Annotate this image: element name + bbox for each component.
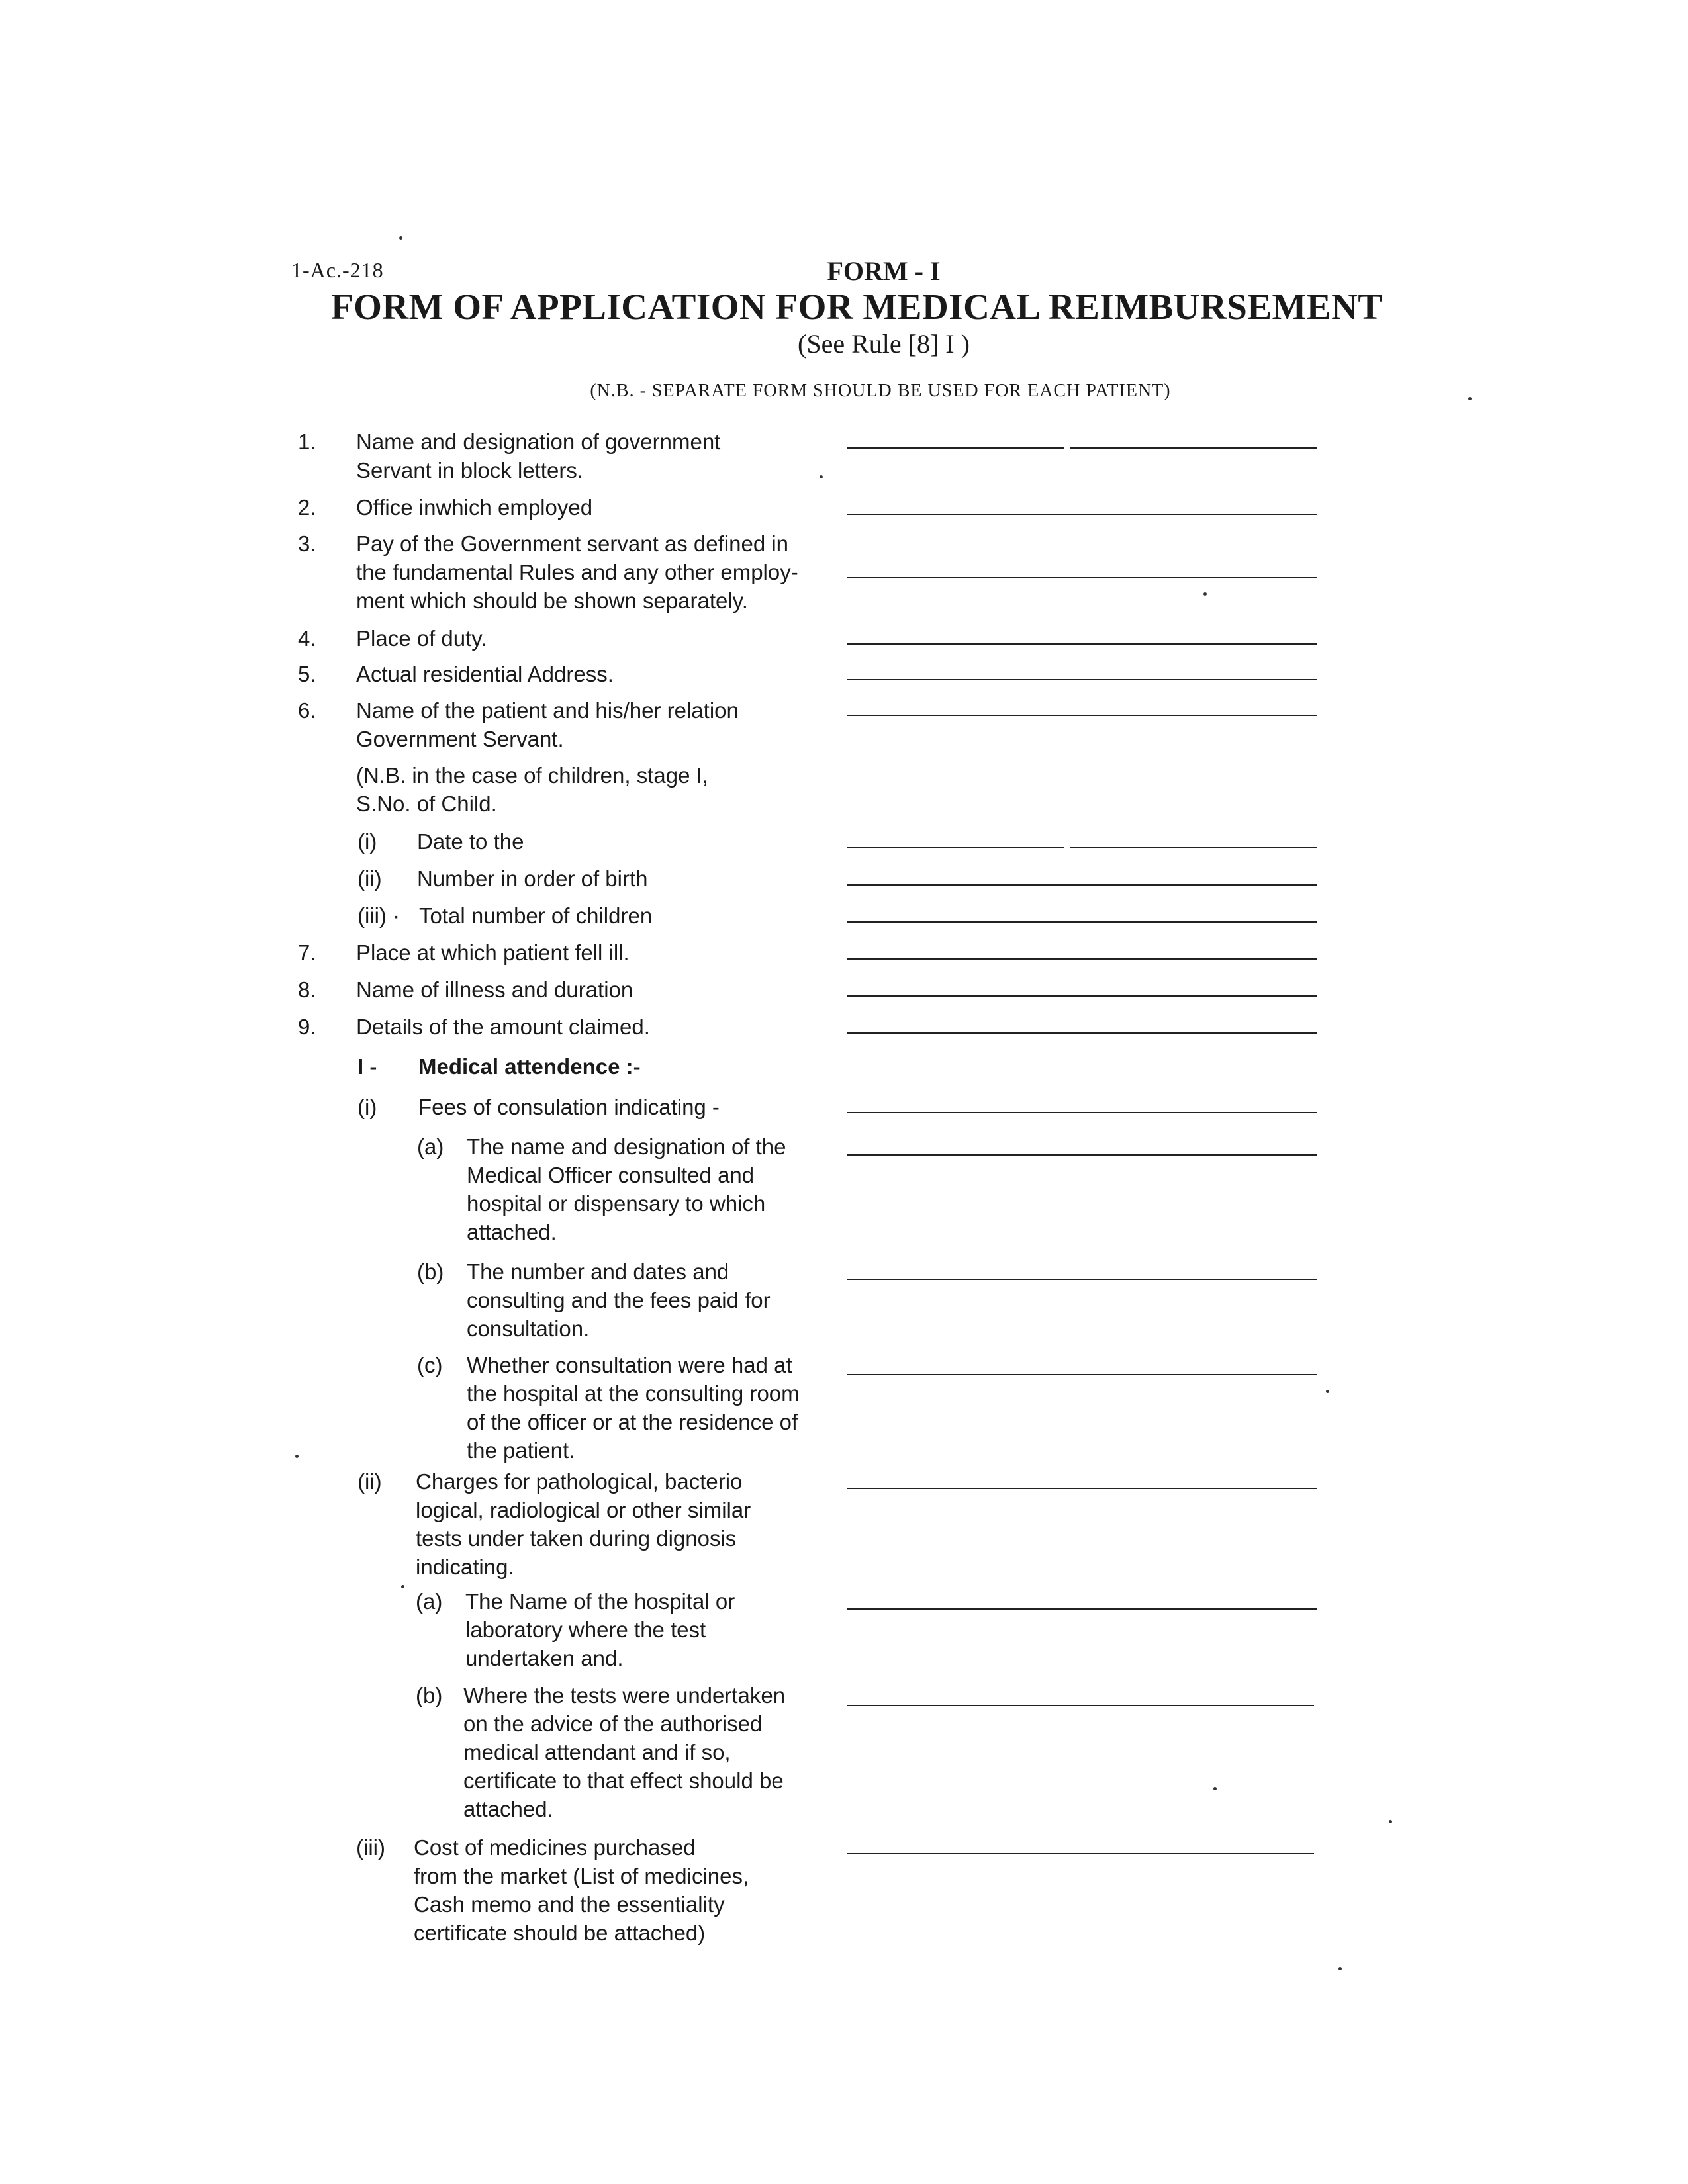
section-1-i-c-line-1: Whether consultation were had at bbox=[467, 1353, 792, 1377]
section-1-ii-b-line-4: certificate to that effect should be bbox=[463, 1768, 784, 1793]
section-1-iii-line-1: Cost of medicines purchased bbox=[414, 1835, 696, 1860]
section-1-i-a-line-3: hospital or dispensary to which bbox=[467, 1191, 766, 1216]
item-6-label bbox=[356, 696, 739, 753]
section-1-iii-answer-line[interactable] bbox=[847, 1853, 1314, 1854]
item-8-answer-line[interactable] bbox=[847, 995, 1317, 997]
section-1-i-answer-line[interactable] bbox=[847, 1112, 1317, 1113]
section-1-i-a-line-2: Medical Officer consulted and bbox=[467, 1163, 755, 1187]
section-1-i-c-line-4: the patient. bbox=[467, 1438, 575, 1463]
item-8-label: Name of illness and duration bbox=[356, 978, 633, 1002]
item-6-iii-label: Total number of children bbox=[419, 903, 653, 928]
scan-speck bbox=[1203, 592, 1207, 596]
scan-speck bbox=[1468, 397, 1472, 400]
item-4-label: Place of duty. bbox=[356, 626, 487, 651]
item-9-answer-line[interactable] bbox=[847, 1032, 1317, 1034]
item-2-number: 2. bbox=[298, 495, 316, 520]
item-8-number: 8. bbox=[298, 978, 316, 1002]
item-6-i-answer-line[interactable] bbox=[847, 847, 1317, 848]
section-1-ii-line-4: indicating. bbox=[416, 1555, 514, 1579]
section-1-i-c-answer-line[interactable] bbox=[847, 1374, 1317, 1375]
item-6-i-number: (i) bbox=[357, 829, 377, 854]
item-6-ii-number: (ii) bbox=[357, 866, 382, 891]
section-1-ii-b-line-3: medical attendant and if so, bbox=[463, 1740, 731, 1764]
scan-speck bbox=[1389, 1820, 1392, 1823]
form-note: (N.B. - SEPARATE FORM SHOULD BE USED FOR EACH PATIENT) bbox=[590, 381, 1171, 401]
form-number: FORM - I bbox=[827, 256, 941, 286]
item-6-answer-line[interactable] bbox=[847, 715, 1317, 716]
section-1-i-b-line-3: consultation. bbox=[467, 1316, 590, 1341]
section-1-ii-b-line-1: Where the tests were undertaken bbox=[463, 1683, 786, 1707]
item-4-answer-line[interactable] bbox=[847, 643, 1317, 645]
item-5-label: Actual residential Address. bbox=[356, 662, 614, 686]
section-1-iii-line-4: certificate should be attached) bbox=[414, 1921, 706, 1945]
section-1-i-c-label bbox=[467, 1351, 800, 1465]
item-3-line-2: the fundamental Rules and any other employ- bbox=[356, 560, 798, 584]
item-6-note-line-1: (N.B. in the case of children, stage I, bbox=[356, 763, 708, 788]
item-1-label bbox=[356, 428, 720, 484]
item-3-number: 3. bbox=[298, 531, 316, 556]
section-1-i-c-number: (c) bbox=[417, 1353, 443, 1377]
item-1-line-1: Name and designation of government bbox=[356, 430, 721, 454]
item-2-answer-line[interactable] bbox=[847, 514, 1317, 515]
section-1-ii-answer-line[interactable] bbox=[847, 1488, 1317, 1489]
section-1-i-a-label bbox=[467, 1132, 786, 1246]
section-1-i-c-line-2: the hospital at the consulting room bbox=[467, 1381, 800, 1406]
item-7-answer-line[interactable] bbox=[847, 958, 1317, 960]
section-1-i-a-line-1: The name and designation of the bbox=[467, 1134, 786, 1159]
item-6-note bbox=[356, 761, 708, 818]
section-1-i-a-line-4: attached. bbox=[467, 1220, 557, 1244]
item-9-label: Details of the amount claimed. bbox=[356, 1015, 650, 1039]
scan-speck bbox=[399, 236, 402, 240]
section-1-ii-a-number: (a) bbox=[416, 1589, 443, 1614]
section-1-ii-line-1: Charges for pathological, bacterio bbox=[416, 1469, 743, 1494]
section-1-i-a-answer-line[interactable] bbox=[847, 1154, 1317, 1156]
item-1-answer-line[interactable] bbox=[847, 447, 1317, 449]
item-6-iii-answer-line[interactable] bbox=[847, 921, 1317, 923]
section-1-iii-line-3: Cash memo and the essentiality bbox=[414, 1892, 725, 1917]
section-1-i-b-label bbox=[467, 1257, 771, 1343]
section-1-ii-a-line-2: laboratory where the test bbox=[465, 1617, 706, 1642]
section-1-ii-b-line-2: on the advice of the authorised bbox=[463, 1711, 763, 1736]
section-1-ii-label bbox=[416, 1467, 751, 1581]
section-1-ii-number: (ii) bbox=[357, 1469, 382, 1494]
item-6-note-line-2: S.No. of Child. bbox=[356, 792, 497, 816]
item-2-label: Office inwhich employed bbox=[356, 495, 593, 520]
scan-speck bbox=[401, 1585, 404, 1588]
section-1-number: I - bbox=[357, 1054, 377, 1079]
item-3-answer-line[interactable] bbox=[847, 577, 1317, 578]
item-6-iii-number: (iii) · bbox=[357, 903, 400, 928]
item-6-line-1: Name of the patient and his/her relation bbox=[356, 698, 739, 723]
form-subtitle: (See Rule [8] I ) bbox=[798, 329, 970, 359]
section-1-ii-line-2: logical, radiological or other similar bbox=[416, 1498, 751, 1522]
section-1-iii-label bbox=[414, 1833, 749, 1947]
scan-speck bbox=[295, 1455, 299, 1458]
section-1-ii-a-line-1: The Name of the hospital or bbox=[465, 1589, 735, 1614]
item-1-number: 1. bbox=[298, 430, 316, 454]
form-title: FORM OF APPLICATION FOR MEDICAL REIMBURSEMENT bbox=[331, 287, 1383, 327]
item-7-label: Place at which patient fell ill. bbox=[356, 940, 630, 965]
section-1-ii-b-line-5: attached. bbox=[463, 1797, 553, 1821]
section-1-iii-line-2: from the market (List of medicines, bbox=[414, 1864, 749, 1888]
section-1-i-c-line-3: of the officer or at the residence of bbox=[467, 1410, 798, 1434]
item-3-line-3: ment which should be shown separately. bbox=[356, 588, 748, 613]
item-5-answer-line[interactable] bbox=[847, 679, 1317, 680]
item-5-number: 5. bbox=[298, 662, 316, 686]
item-6-ii-label: Number in order of birth bbox=[417, 866, 648, 891]
item-1-line-2: Servant in block letters. bbox=[356, 458, 583, 482]
section-1-i-a-number: (a) bbox=[417, 1134, 444, 1159]
section-1-ii-a-line-3: undertaken and. bbox=[465, 1646, 624, 1670]
section-1-ii-line-3: tests under taken during dignosis bbox=[416, 1526, 737, 1551]
section-1-ii-b-number: (b) bbox=[416, 1683, 443, 1707]
item-9-number: 9. bbox=[298, 1015, 316, 1039]
section-1-ii-a-label bbox=[465, 1587, 735, 1672]
scan-speck bbox=[820, 475, 823, 478]
item-4-number: 4. bbox=[298, 626, 316, 651]
section-1-i-b-line-2: consulting and the fees paid for bbox=[467, 1288, 771, 1312]
section-1-i-number: (i) bbox=[357, 1095, 377, 1119]
section-1-ii-b-answer-line[interactable] bbox=[847, 1705, 1314, 1706]
item-3-line-1: Pay of the Government servant as defined in bbox=[356, 531, 789, 556]
form-code: 1-Ac.-218 bbox=[291, 258, 384, 282]
item-6-ii-answer-line[interactable] bbox=[847, 884, 1317, 886]
section-1-i-label: Fees of consulation indicating - bbox=[418, 1095, 720, 1119]
section-1-i-b-number: (b) bbox=[417, 1259, 444, 1284]
section-1-i-b-answer-line[interactable] bbox=[847, 1279, 1317, 1280]
section-1-heading: Medical attendence :- bbox=[418, 1054, 641, 1079]
section-1-iii-number: (iii) bbox=[356, 1835, 385, 1860]
item-6-line-2: Government Servant. bbox=[356, 727, 564, 751]
section-1-ii-a-answer-line[interactable] bbox=[847, 1608, 1317, 1610]
scan-speck bbox=[1338, 1967, 1342, 1970]
item-3-label bbox=[356, 529, 798, 615]
item-7-number: 7. bbox=[298, 940, 316, 965]
item-6-number: 6. bbox=[298, 698, 316, 723]
section-1-i-b-line-1: The number and dates and bbox=[467, 1259, 729, 1284]
section-1-ii-b-label bbox=[463, 1681, 785, 1823]
scan-speck bbox=[1326, 1390, 1329, 1393]
item-6-i-label: Date to the bbox=[417, 829, 524, 854]
scan-speck bbox=[1213, 1787, 1217, 1790]
